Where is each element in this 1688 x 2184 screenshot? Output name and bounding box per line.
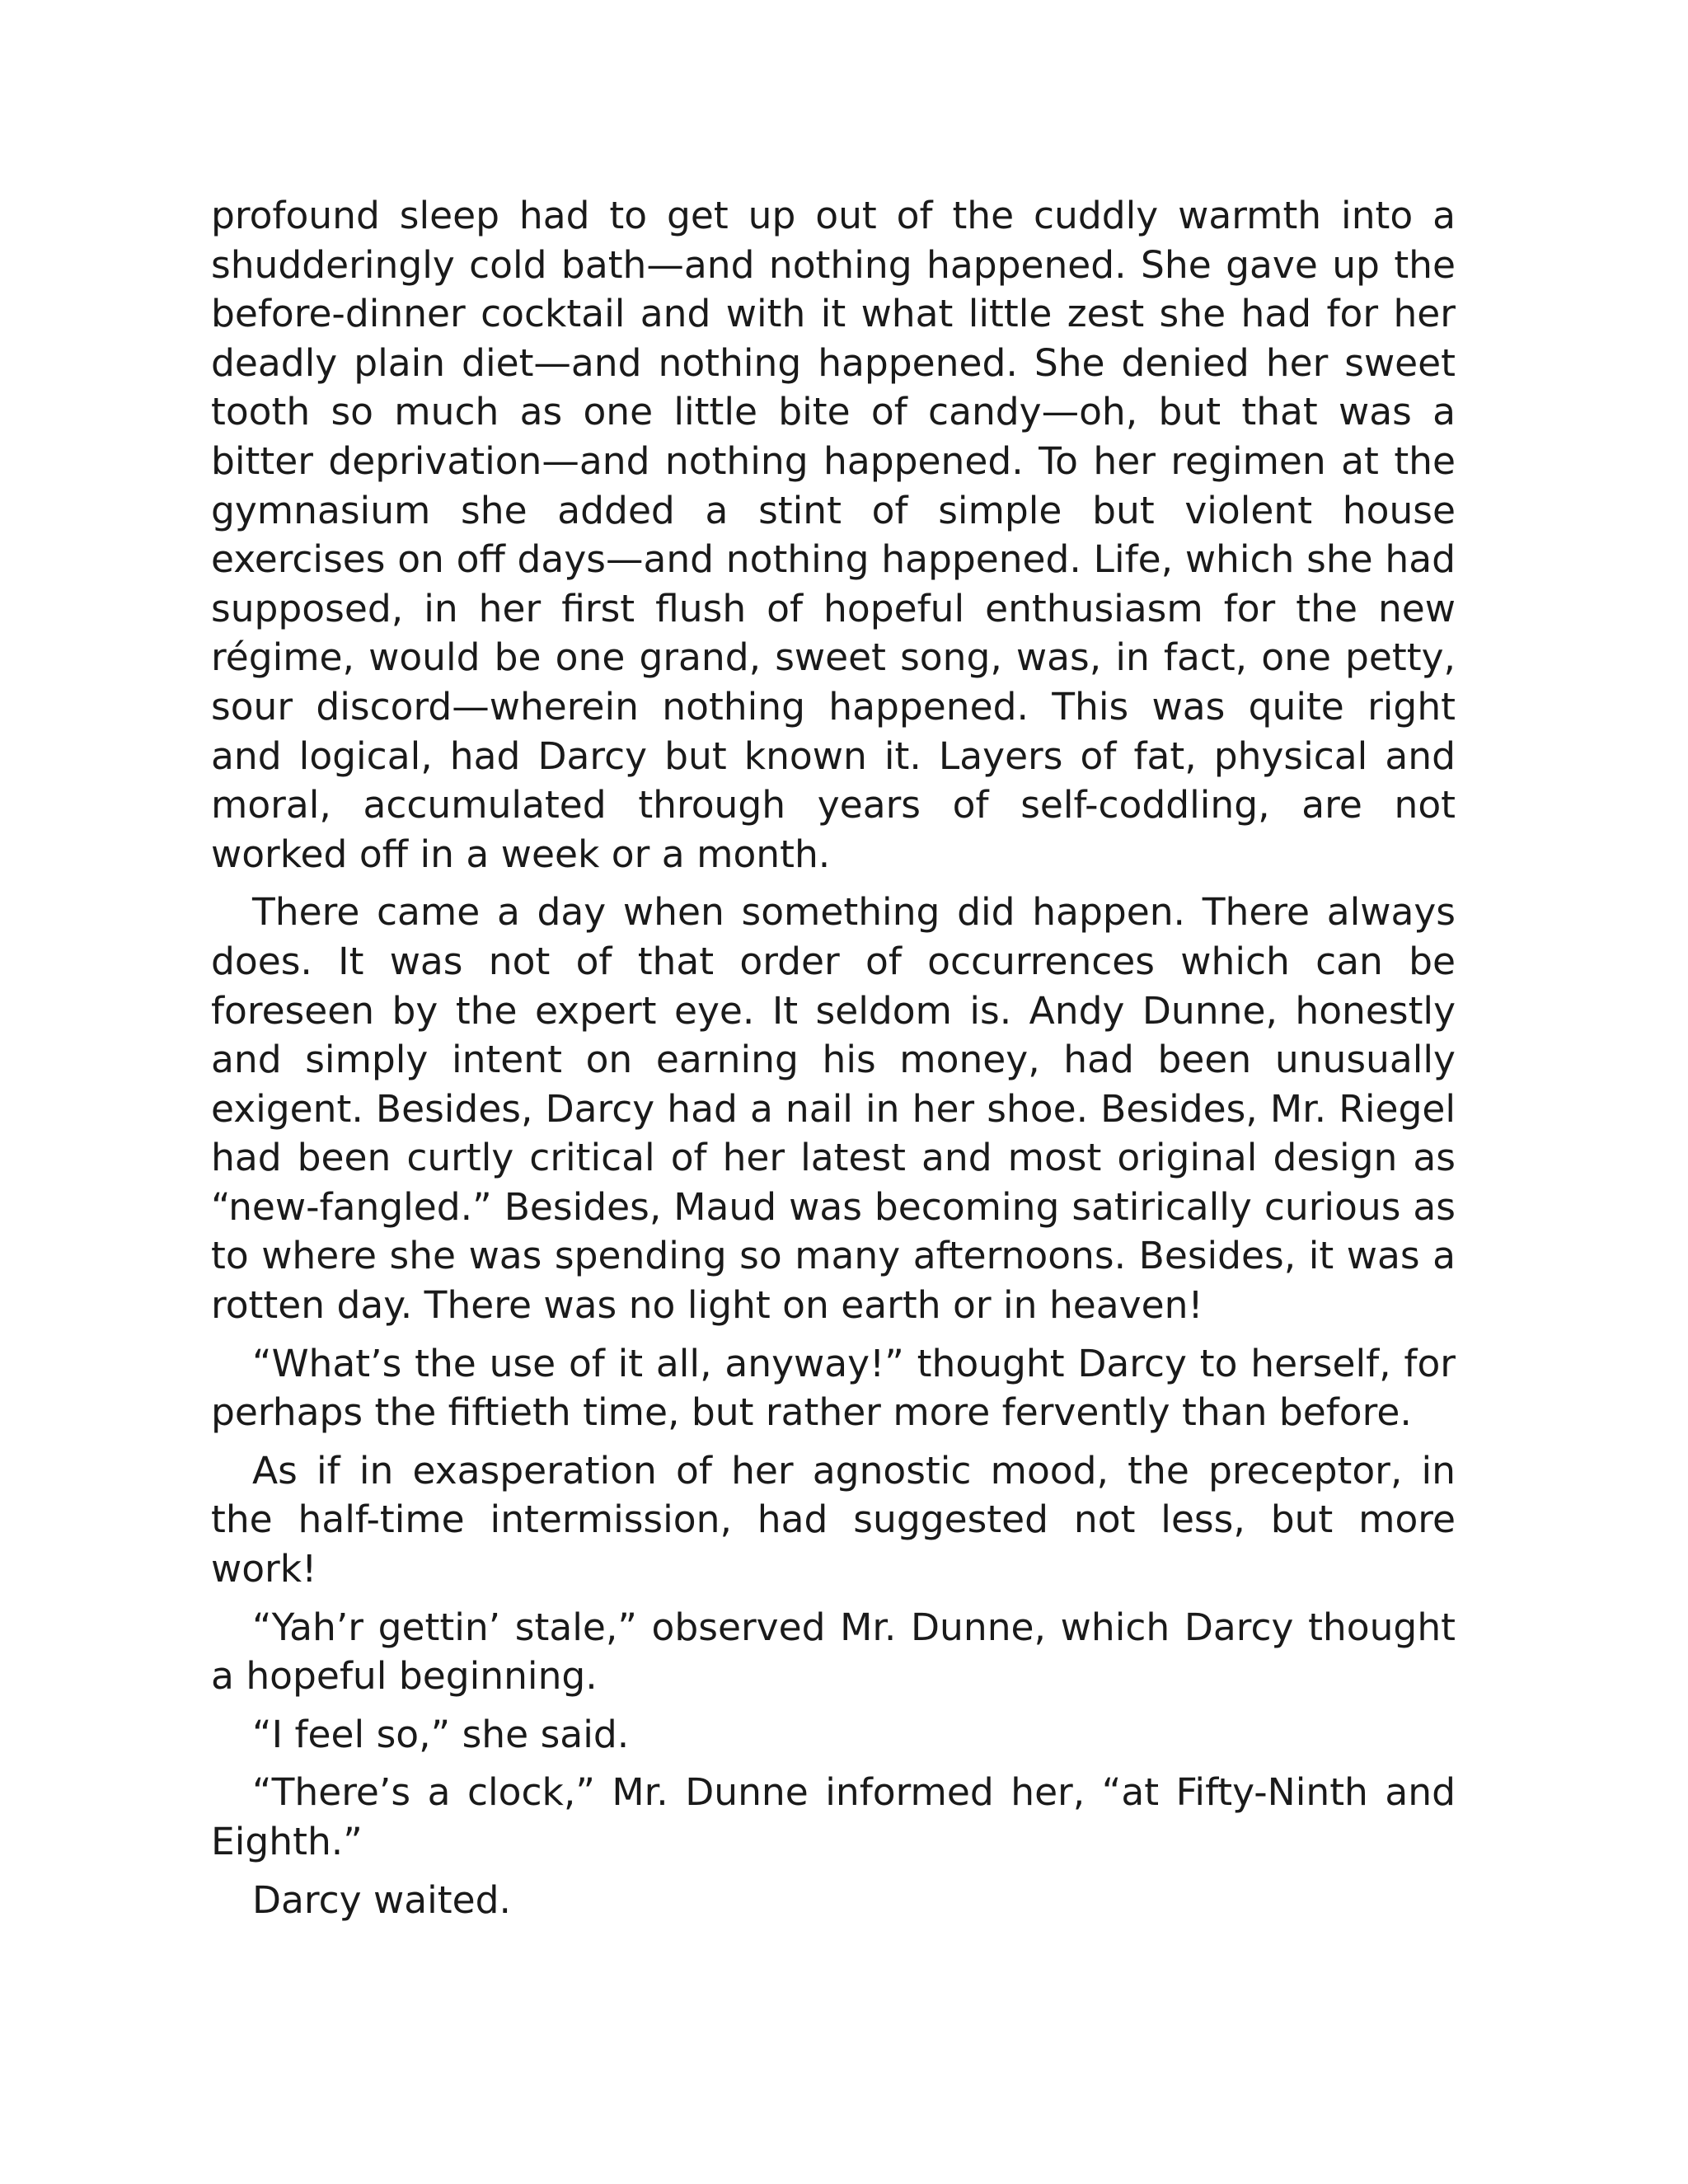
paragraph: “Yah’r gettin’ stale,” observed Mr. Dunne, which Darcy thought a hopeful beginning. [211,1605,1456,1699]
paragraph: “There’s a clock,” Mr. Dunne informed her, “at Fifty-Ninth and Eighth.” [211,1770,1456,1863]
paragraph: “What’s the use of it all, anyway!” thought Darcy to herself, for perhaps the fiftieth time, but rather more fervently than before. [211,1341,1456,1435]
page-body [211,191,1456,1933]
paragraph: As if in exasperation of her agnostic mood, the preceptor, in the half-time intermission, had suggested not less, but more work! [211,1448,1456,1591]
paragraph: “I feel so,” she said. [252,1712,630,1756]
paragraph: There came a day when something did happen. There always does. It was not of that order of occurrences which can be foreseen by the expert eye. It seldom is. Andy Dunne, honestly and simply intent on earning his money, had been unusually exigent. Besides, Darcy had a nail in her shoe. Besides, Mr. Riegel had been curtly critical of her latest and most original design as “new-fangled.” Besides, Maud was becoming satirically curious as to where she was spending so many afternoons. Besides, it was a rotten day. There was no light on earth or in heaven! [211,890,1456,1328]
paragraph: Darcy waited. [252,1877,511,1922]
paragraph-continued: profound sleep had to get up out of the cuddly warmth into a shudderingly cold bath—and nothing happened. She gave up the before-dinner cocktail and with it what little zest she had for her deadly plain diet—and nothing happened. She denied her sweet tooth so much as one little bite of candy—oh, but that was a bitter deprivation—and nothing happened. To her regimen at the gymnasium she added a stint of simple but violent house exercises on off days—and nothing happened. Life, which she had supposed, in her first flush of hopeful enthusiasm for the new régime, would be one grand, sweet song, was, in fact, one petty, sour discord—wherein nothing happened. This was quite right and logical, had Darcy but known it. Layers of fat, physical and moral, accumulated through years of self-coddling, are not worked off in a week or a month. [211,194,1456,876]
